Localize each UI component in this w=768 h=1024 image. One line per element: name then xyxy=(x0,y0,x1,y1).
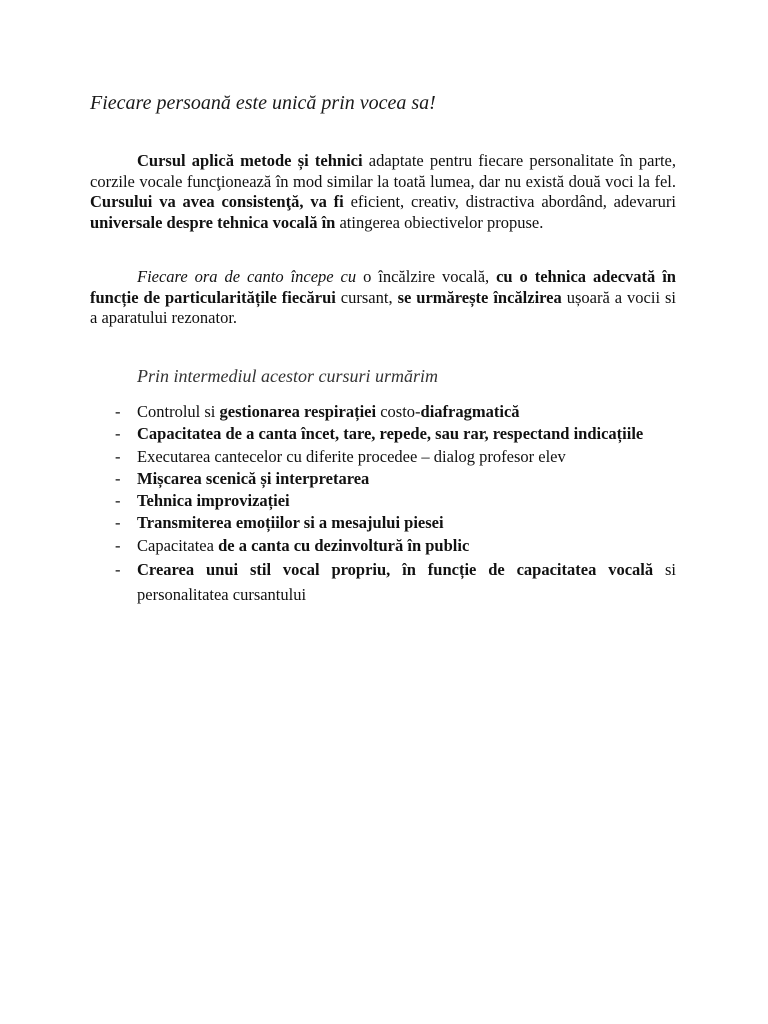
document-title: Fiecare persoană este unică prin vocea sa! xyxy=(90,92,436,114)
text-span: Fiecare ora de canto începe cu xyxy=(137,267,357,286)
text-span: de a canta cu dezinvoltură în public xyxy=(218,535,470,555)
list-item-text: Capacitatea de a canta încet, tare, repede, sau rar, respectand indicațiile xyxy=(137,424,644,444)
list-item xyxy=(90,512,676,534)
list-item-text: Executarea cantecelor cu diferite procedee – dialog profesor elev xyxy=(137,446,566,466)
objectives-list xyxy=(90,401,676,607)
text-span: cu o tehnica adecvată în funcție de particularitățile fiecărui xyxy=(90,267,676,307)
text-span: universale despre tehnica vocală în xyxy=(90,212,336,232)
list-dash: - xyxy=(115,491,121,511)
text-span: diafragmatică xyxy=(420,402,520,421)
text-span: o încălzire vocală, xyxy=(356,267,497,286)
section-subtitle: Prin intermediul acestor cursuri urmărim xyxy=(137,366,438,386)
text-span: Controlul si xyxy=(137,402,220,421)
list-item xyxy=(90,423,676,445)
text-span: costo- xyxy=(376,402,421,421)
list-item-text: Transmiterea emoțiilor si a mesajului piesei xyxy=(137,513,444,533)
list-item xyxy=(90,468,676,490)
list-item xyxy=(90,446,676,468)
text-span: ușoară a vocii si a aparatului rezonator. xyxy=(90,287,676,327)
list-item xyxy=(90,401,676,423)
list-dash: - xyxy=(115,468,121,488)
text-span: Crearea unui stil vocal propriu, în funcție de capacitatea vocală xyxy=(137,560,654,580)
text-span: atingerea obiectivelor propuse. xyxy=(335,212,544,232)
list-dash: - xyxy=(115,535,121,555)
text-span: adaptate pentru fiecare personalitate în parte, corzile vocale funcţionează în mod similar la toată lumea, dar nu există două voci la fel. xyxy=(90,151,676,191)
text-span: gestionarea respirației xyxy=(219,402,377,421)
text-span: se urmărește încălzirea xyxy=(397,287,562,307)
text-span: Cursului va avea consistenţă, va fi xyxy=(90,192,344,211)
paragraph-course-methods xyxy=(90,151,676,233)
list-dash: - xyxy=(115,513,121,533)
text-span: eficient, creativ, distractiva abordând, adevaruri xyxy=(343,192,676,211)
list-dash: - xyxy=(115,560,121,580)
text-span: Capacitatea xyxy=(137,535,219,555)
list-item xyxy=(90,535,676,557)
list-item xyxy=(90,490,676,512)
list-dash: - xyxy=(115,402,121,421)
list-dash: - xyxy=(115,424,121,444)
text-span: cursant, xyxy=(335,287,398,307)
list-dash: - xyxy=(115,446,121,466)
paragraph-warmup xyxy=(90,267,676,329)
text-span: si personalitatea cursantului xyxy=(137,560,676,605)
list-item-text: Tehnica improvizației xyxy=(137,491,290,511)
list-item xyxy=(90,557,676,607)
text-span: Cursul aplică metode și tehnici xyxy=(137,151,363,170)
list-item-text: Mișcarea scenică și interpretarea xyxy=(137,468,370,488)
